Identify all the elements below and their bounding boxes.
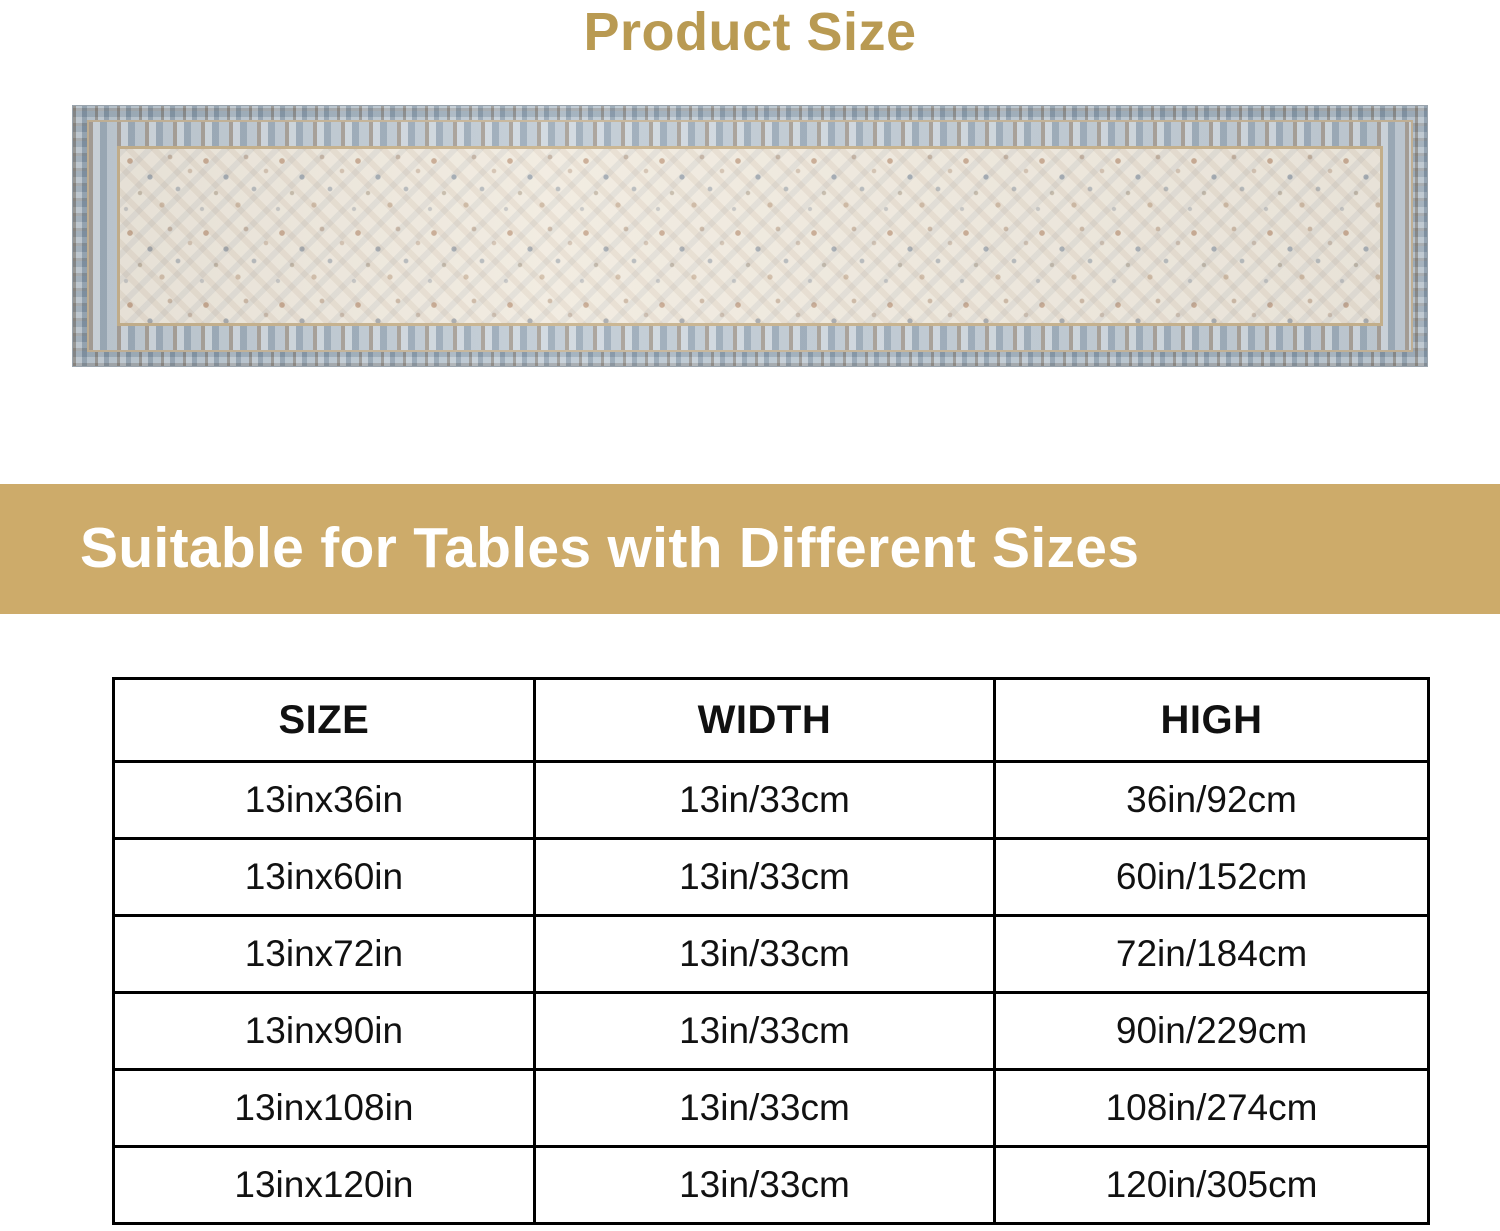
rug-field-overlay: [120, 149, 1380, 323]
cell-size: 13inx108in: [114, 1070, 535, 1147]
size-table-wrapper: [112, 677, 1430, 1225]
cell-high: 72in/184cm: [995, 916, 1429, 993]
table-row: [114, 839, 1429, 916]
table-row: [114, 916, 1429, 993]
cell-high: 108in/274cm: [995, 1070, 1429, 1147]
cell-width: 13in/33cm: [534, 762, 994, 839]
rug-graphic: [72, 105, 1428, 367]
size-table: [112, 677, 1430, 1225]
table-row: [114, 1070, 1429, 1147]
cell-width: 13in/33cm: [534, 1070, 994, 1147]
cell-size: 13inx36in: [114, 762, 535, 839]
cell-high: 36in/92cm: [995, 762, 1429, 839]
cell-high: 60in/152cm: [995, 839, 1429, 916]
table-row: [114, 762, 1429, 839]
page-title: Product Size: [583, 2, 917, 62]
cell-size: 13inx60in: [114, 839, 535, 916]
cell-high: 120in/305cm: [995, 1147, 1429, 1224]
cell-width: 13in/33cm: [534, 993, 994, 1070]
cell-high: 90in/229cm: [995, 993, 1429, 1070]
cell-size: 13inx120in: [114, 1147, 535, 1224]
table-row: [114, 1147, 1429, 1224]
rug-field-frame: [117, 146, 1383, 326]
cell-width: 13in/33cm: [534, 916, 994, 993]
cell-width: 13in/33cm: [534, 839, 994, 916]
cell-size: 13inx72in: [114, 916, 535, 993]
column-header-size: SIZE: [114, 679, 535, 762]
cell-size: 13inx90in: [114, 993, 535, 1070]
column-header-width: WIDTH: [534, 679, 994, 762]
column-header-high: HIGH: [995, 679, 1429, 762]
table-header-row: [114, 679, 1429, 762]
banner: [0, 484, 1500, 614]
banner-text: Suitable for Tables with Different Sizes: [80, 516, 1140, 581]
table-row: [114, 993, 1429, 1070]
product-image: [72, 105, 1428, 367]
cell-width: 13in/33cm: [534, 1147, 994, 1224]
